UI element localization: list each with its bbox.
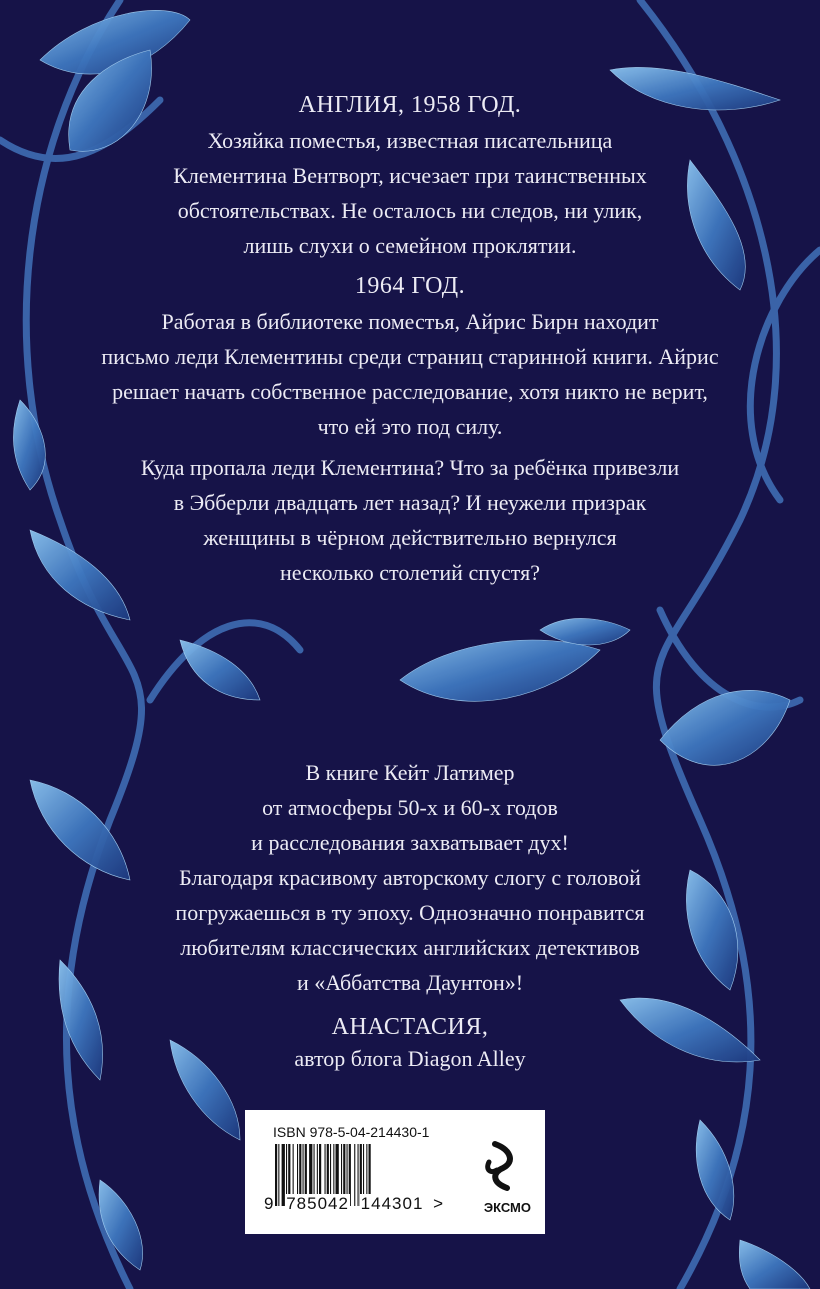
synopsis-line: обстоятельствах. Не осталось ни следов, ни улик, [177, 198, 643, 223]
barcode-group-2: 144301 [360, 1194, 424, 1213]
synopsis-line: что ей это под силу. [317, 414, 503, 439]
review-line: погружаешься в ту эпоху. Однозначно понравится [175, 900, 645, 925]
isbn-text: ISBN 978-5-04-214430-1 [273, 1124, 430, 1140]
barcode-panel [245, 1110, 545, 1234]
synopsis-line: Работая в библиотеке поместья, Айрис Бирн находит [161, 309, 659, 334]
publisher-name: ЭКСМО [483, 1200, 531, 1215]
review-line: любителям классических английских детективов [180, 935, 640, 960]
barcode-group-1: 785042 [286, 1194, 349, 1213]
synopsis-heading-1958: АНГЛИЯ, 1958 ГОД. [298, 92, 522, 118]
review-section [0, 755, 820, 1073]
review-author: АНАСТАСИЯ, [331, 1014, 489, 1040]
review-line: и «Аббатства Даунтон»! [296, 970, 524, 995]
barcode-digits [263, 1194, 445, 1214]
synopsis-line: женщины в чёрном действительно вернулся [203, 525, 617, 550]
synopsis-line: Хозяйка поместья, известная писательница [207, 128, 613, 153]
synopsis-line: лишь слухи о семейном проклятии. [243, 233, 577, 258]
review-line: от атмосферы 50-х и 60-х годов [262, 795, 558, 820]
synopsis-line: решает начать собственное расследование, хотя никто не верит, [112, 379, 708, 404]
review-author-note: автор блога Diagon Alley [294, 1046, 526, 1071]
barcode-first-digit: 9 [264, 1194, 275, 1213]
synopsis-line: Клементина Вентворт, исчезает при таинственных [173, 163, 647, 188]
synopsis-line: Куда пропала леди Клементина? Что за ребёнка привезли [140, 455, 680, 480]
synopsis-line: письмо леди Клементины среди страниц старинной книги. Айрис [101, 344, 719, 369]
synopsis-heading-1964: 1964 ГОД. [354, 273, 466, 299]
synopsis-line: несколько столетий спустя? [280, 560, 540, 585]
synopsis-section [0, 88, 820, 590]
review-line: и расследования захватывает дух! [251, 830, 569, 855]
eksmo-logo-icon [481, 1140, 521, 1192]
review-line: В книге Кейт Латимер [305, 760, 515, 785]
barcode-arrow: > [433, 1194, 445, 1213]
synopsis-line: в Эбберли двадцать лет назад? И неужели призрак [173, 490, 647, 515]
review-line: Благодаря красивому авторскому слогу с головой [179, 865, 641, 890]
